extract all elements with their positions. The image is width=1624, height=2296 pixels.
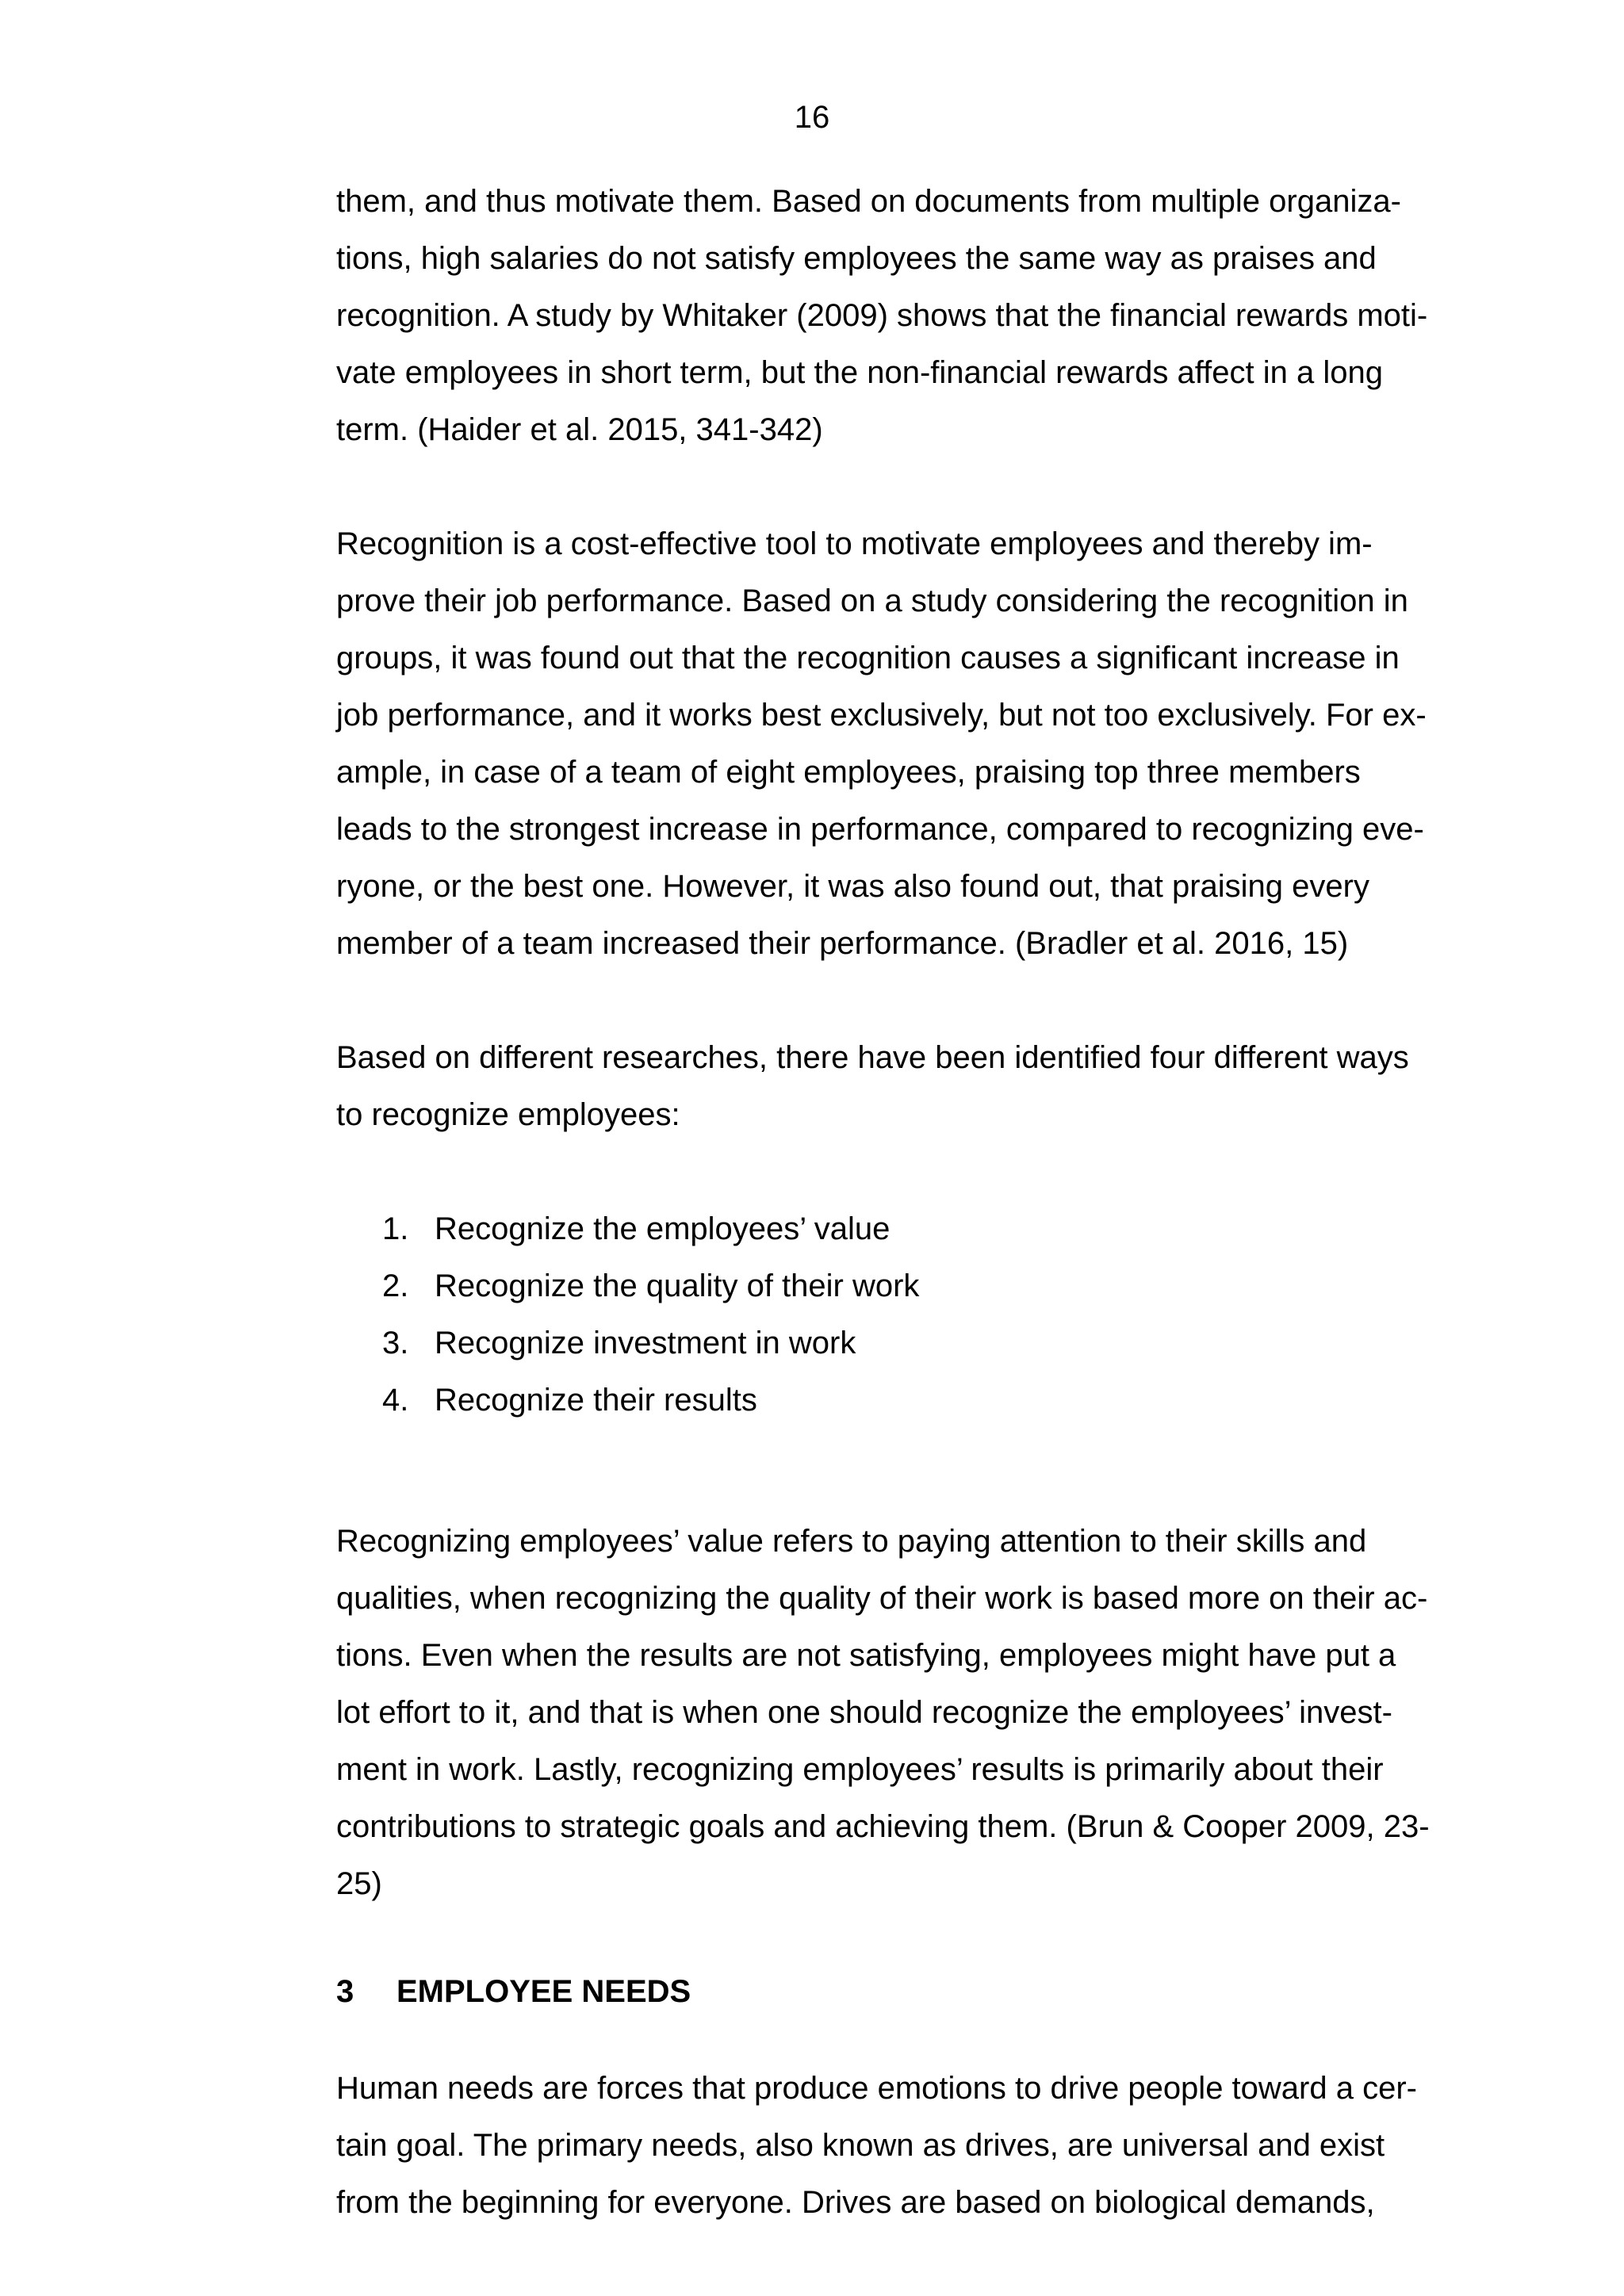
list-item-number: 1. xyxy=(382,1211,409,1246)
paragraph-four-ways-intro xyxy=(336,1029,1486,1143)
page-number: 16 xyxy=(794,100,830,135)
text-line: ment in work. Lastly, recognizing employees’ results is primarily about their xyxy=(336,1752,1384,1787)
text-line: Based on different researches, there have been identified four different ways xyxy=(336,1040,1409,1075)
text-line: tions, high salaries do not satisfy employees the same way as praises and xyxy=(336,241,1377,276)
section-number: 3 xyxy=(336,1974,354,2009)
list-item-text: Recognize the employees’ value xyxy=(435,1211,891,1246)
list-item-text: Recognize their results xyxy=(435,1383,757,1418)
list-item xyxy=(336,1314,1486,1372)
text-line: tain goal. The primary needs, also known as drives, are universal and exist xyxy=(336,2128,1385,2163)
list-item-number: 3. xyxy=(382,1326,409,1360)
list-item xyxy=(336,1200,1486,1257)
text-line: term. (Haider et al. 2015, 341-342) xyxy=(336,412,823,447)
text-line: Human needs are forces that produce emotions to drive people toward a cer- xyxy=(336,2071,1417,2106)
text-line: leads to the strongest increase in performance, compared to recognizing eve- xyxy=(336,812,1424,847)
recognition-ways-list xyxy=(336,1200,1486,1429)
text-line: lot effort to it, and that is when one should recognize the employees’ invest- xyxy=(336,1695,1392,1730)
text-line: tions. Even when the results are not satisfying, employees might have put a xyxy=(336,1638,1396,1673)
section-heading xyxy=(336,1973,1486,2011)
text-line: member of a team increased their performance. (Bradler et al. 2016, 15) xyxy=(336,926,1349,961)
list-item xyxy=(336,1257,1486,1314)
text-line: them, and thus motivate them. Based on documents from multiple organiza- xyxy=(336,184,1401,219)
paragraph-recognition-tool xyxy=(336,515,1486,972)
text-line: from the beginning for everyone. Drives are based on biological demands, xyxy=(336,2185,1375,2220)
text-line: groups, it was found out that the recognition causes a significant increase in xyxy=(336,641,1400,675)
list-item xyxy=(336,1372,1486,1429)
section-title: EMPLOYEE NEEDS xyxy=(396,1974,691,2009)
paragraph-recognition-explained xyxy=(336,1513,1486,1912)
text-line: qualities, when recognizing the quality of their work is based more on their ac- xyxy=(336,1581,1428,1616)
text-line: job performance, and it works best exclusively, but not too exclusively. For ex- xyxy=(336,698,1427,733)
text-line: vate employees in short term, but the non-financial rewards affect in a long xyxy=(336,355,1383,390)
text-line: 25) xyxy=(336,1866,382,1901)
text-line: contributions to strategic goals and achieving them. (Brun & Cooper 2009, 23- xyxy=(336,1809,1430,1844)
paragraph-financial-rewards xyxy=(336,173,1486,458)
page-content xyxy=(336,173,1486,2231)
text-line: ample, in case of a team of eight employees, praising top three members xyxy=(336,755,1361,790)
text-line: ryone, or the best one. However, it was also found out, that praising every xyxy=(336,869,1369,904)
text-line: Recognizing employees’ value refers to paying attention to their skills and xyxy=(336,1524,1367,1559)
text-line: Recognition is a cost-effective tool to motivate employees and thereby im- xyxy=(336,526,1373,561)
list-item-text: Recognize investment in work xyxy=(435,1326,856,1360)
text-line: recognition. A study by Whitaker (2009) shows that the financial rewards moti- xyxy=(336,298,1428,333)
text-line: prove their job performance. Based on a study considering the recognition in xyxy=(336,584,1408,618)
paragraph-human-needs xyxy=(336,2060,1486,2231)
text-line: to recognize employees: xyxy=(336,1097,680,1132)
list-item-text: Recognize the quality of their work xyxy=(435,1269,920,1303)
list-item-number: 4. xyxy=(382,1383,409,1418)
list-item-number: 2. xyxy=(382,1269,409,1303)
